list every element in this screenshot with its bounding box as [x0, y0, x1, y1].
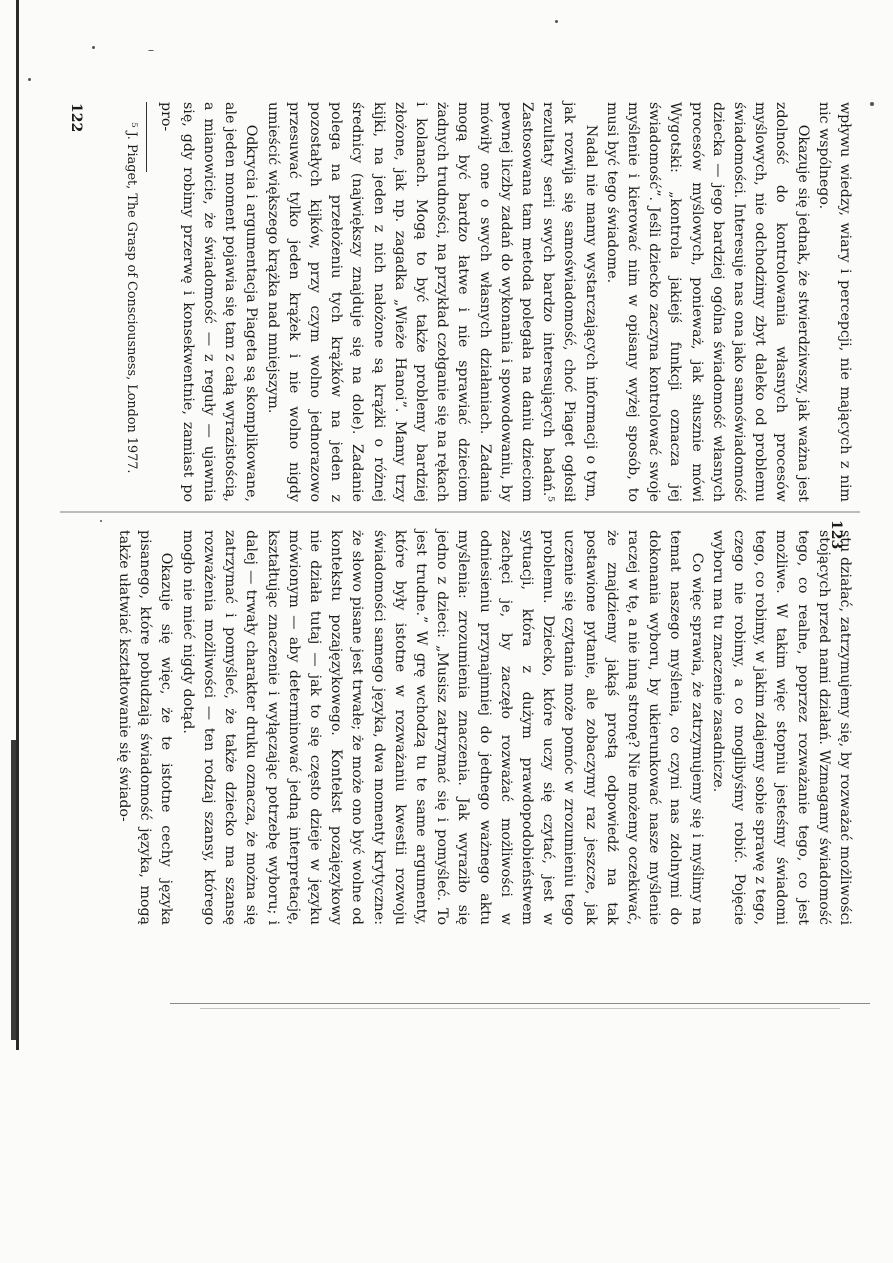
paragraph: Okazuje się więc, że te istotne cechy języka pisanego, które pobudzają świadomość języka, mogą także ułatwiać kształtowanie się świado- [116, 530, 175, 925]
scan-speck [92, 46, 95, 49]
scan-speck [148, 50, 154, 51]
left-page-text [65, 102, 855, 502]
footnote-divider [146, 102, 147, 172]
page-number-right: 123 [828, 520, 844, 550]
scan-speck [100, 520, 102, 522]
page-number-left: 122 [68, 103, 84, 133]
paragraph: Co więc sprawia, że zatrzymujemy się i myślimy na temat naszego myślenia, co czyni nas zdolnymi do dokonania wyboru, by ukierunkować nasze myślenie raczej w tę, a nie inną stronę? Nie możemy oczekiwać, że znajdziemy jakąś prostą odpowiedź na tak postawione pytanie, ale zobaczymy raz jeszcze, jak uczenie się czytania może pomóc w zrozumieniu tego problemu. Dziecko, które uczy się czytać, jest w sytuacji, która z dużym prawdopodobieństwem zachęci je, by zaczęło rozważać możliwości w odniesieniu przynajmniej do jednego ważnego aktu myślenia: zrozumienia znaczenia. Jak wyraziło się jedno z dzieci: „Musisz zatrzymać się i pomyśleć. To jest trudne.” W grę wchodzą tu te same argumenty, które były istotne w rozważaniu kwestii rozwoju świadomości samego języka, dwa momenty krytyczne: że słowo pisane jest trwałe; że może ono być wolne od kontekstu pozajęzykowego. Kontekst pozajęzykowy nie działa tutaj — jak to się często dzieje w języku mówionym — aby determinować jedną interpretację, kształtując znaczenie i wyłączając potrzebę wyboru; i dalej — trwały charakter druku oznacza, że można się zatrzymać i pomyśleć, że także dziecko ma szansę rozważenia możliwości — ten rodzaj szansy, którego mogło nie mieć nigdy dotąd. [179, 530, 705, 925]
paragraph: wpływu wiedzy, wiary i percepcji, nie mających z nim nic wspólnego. [815, 102, 853, 502]
scan-edge-line [170, 1003, 870, 1004]
paragraph: Odkrycia i argumentacja Piageta są skomplikowane, ale jeden moment pojawia się tam z całą wyrazistością, a mianowicie, że świadomość — z reguły — ujawnia się, gdy robimy przerwę i konsekwentnie, zamiast po pro- [158, 102, 260, 502]
scan-speck [28, 78, 31, 81]
scan-speck [870, 102, 874, 106]
binding-shadow [16, 0, 19, 1050]
right-page-text [65, 530, 855, 925]
binding-shadow-lower [11, 740, 16, 1040]
scan-edge-line-faint [200, 1008, 840, 1009]
paragraph: stu działać, zatrzymujemy się, by rozważać możliwości stojących przed nami działań. Wzmagamy świadomość tego, co realne, poprzez rozważanie tego, co jest możliwe. W takim więc stopniu jesteśmy świadomi tego, co robimy, w jakim zdajemy sobie sprawę z tego, czego nie robimy, a co moglibyśmy robić. Pojęcie wyboru ma tu znaczenie zasadnicze. [709, 530, 853, 925]
scan-speck [555, 20, 558, 23]
page-fold-line [60, 511, 860, 513]
footnote: ⁵ J. Piaget, The Grasp of Consciousness, London 1977. [124, 122, 140, 474]
paragraph: Okazuje się jednak, że stwierdziwszy, jak ważna jest zdolność do kontrolowania własnych procesów myślowych, nie odchodzimy zbyt daleko od problemu świadomości. Interesuje nas ona jako samoświadomość dziecka — jego bardziej ogólna świadomość własnych procesów myślowych, ponieważ, jak słusznie mówi Wygotski: „kontrola jakiejś funkcji oznacza jej świadomość”. Jeśli dziecko zaczyna kontrolować swoje myślenie i kierować nim w opisany wyżej sposób, to musi być tego świadome. [603, 102, 811, 502]
paragraph: Nadal nie mamy wystarczających informacji o tym, jak rozwija się samoświadomość, choć Piaget ogłosił rezultaty serii swych bardzo interesujących badań.⁵ Zastosowana tam metoda polegała na daniu dzieciom pewnej liczby zadań do wykonania i spowodowaniu, by mówiły one o swych własnych działaniach. Zadania mogą być bardzo łatwe i nie sprawiać dzieciom żadnych trudności, na przykład czołganie się na rękach i kolanach. Mogą to być także problemy bardziej złożone, jak np. zagadka „Wieże Hanoi”. Mamy trzy kijki, na jeden z nich nałożone są krążki o różnej średnicy (największy znajduje się na dole). Zadanie polega na przełożeniu tych krążków na jeden z pozostałych kijków, przy czym wolno jednorazowo przesuwać tylko jeden krążek i nie wolno nigdy umieścić większego krążka nad mniejszym. [264, 102, 599, 502]
